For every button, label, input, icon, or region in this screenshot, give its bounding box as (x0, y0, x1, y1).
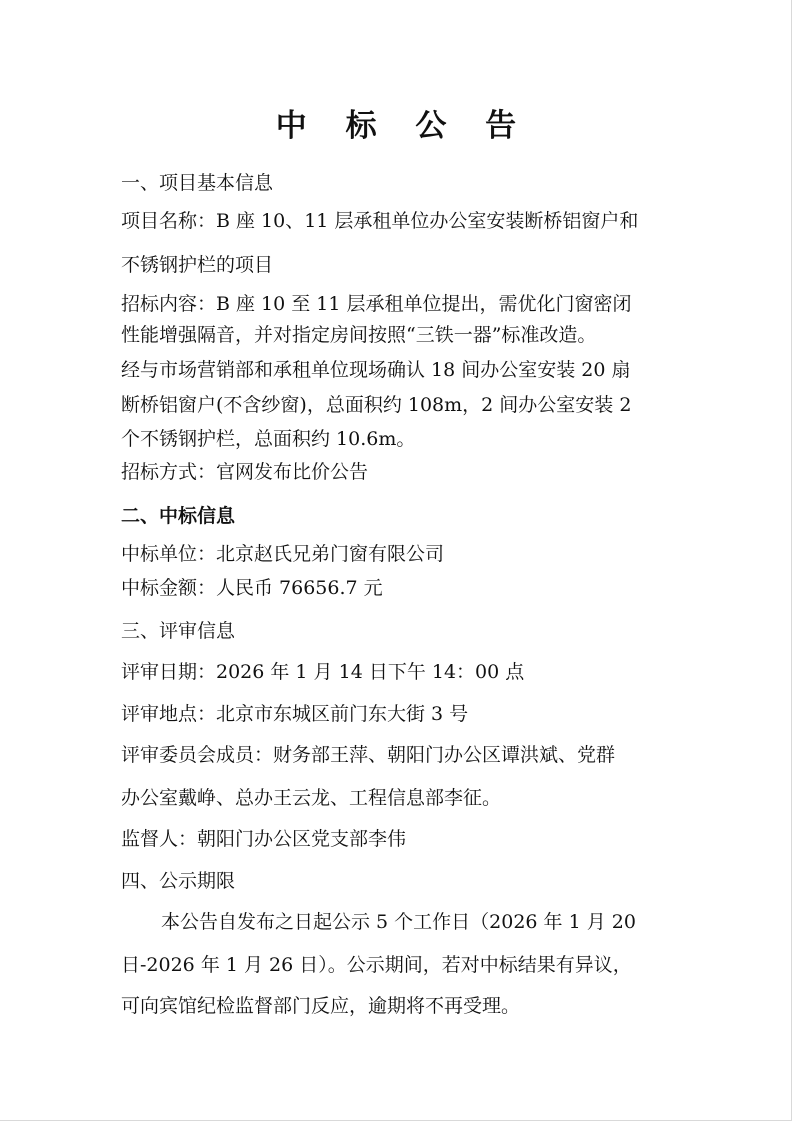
section-heading-project-info: 一、项目基本信息 (121, 172, 274, 194)
project-name-text: 项目名称：B 座 10、11 层承租单位办公室安装断桥铝窗户和 (121, 210, 639, 232)
review-date-text: 评审日期：2026 年 1 月 14 日下午 14：00 点 (121, 661, 525, 683)
project-name-text-cont: 不锈钢护栏的项目 (121, 254, 274, 276)
section-heading-winner-info: 二、中标信息 (121, 505, 236, 527)
review-place-text: 评审地点：北京市东城区前门东大街 3 号 (121, 703, 469, 725)
section-heading-review-info: 三、评审信息 (121, 620, 236, 642)
notice-text: 本公告自发布之日起公示 5 个工作日（2026 年 1 月 20 (161, 911, 636, 933)
amount-text: 中标金额：人民币 76656.7 元 (121, 577, 383, 599)
bid-content-text-cont: 经与市场营销部和承租单位现场确认 18 间办公室安装 20 扇 (121, 359, 631, 381)
bid-content-text: 招标内容：B 座 10 至 11 层承租单位提出，需优化门窗密闭 (121, 293, 632, 315)
notice-text-cont: 可向宾馆纪检监督部门反应，逾期将不再受理。 (121, 995, 521, 1017)
supervisor-text: 监督人：朝阳门办公区党支部李伟 (121, 828, 407, 850)
page-title: 中 标 公 告 (275, 108, 531, 144)
winner-text: 中标单位：北京赵氏兄弟门窗有限公司 (121, 543, 445, 565)
bid-content-text-cont: 性能增强隔音，并对指定房间按照“三铁一器”标准改造。 (121, 324, 597, 346)
notice-text-cont: 日-2026 年 1 月 26 日）。公示期间，若对中标结果有异议， (121, 954, 632, 976)
bid-content-text-cont: 断桥铝窗户(不含纱窗)，总面积约 108m，2 间办公室安装 2 (121, 394, 632, 416)
section-heading-notice-period: 四、公示期限 (121, 870, 236, 892)
committee-text-cont: 办公室戴峥、总办王云龙、工程信息部李征。 (121, 787, 502, 809)
bid-method-text: 招标方式：官网发布比价公告 (121, 461, 369, 483)
committee-text: 评审委员会成员：财务部王萍、朝阳门办公区谭洪斌、党群 (121, 744, 616, 766)
bid-content-text-cont: 个不锈钢护栏，总面积约 10.6m。 (121, 428, 416, 450)
